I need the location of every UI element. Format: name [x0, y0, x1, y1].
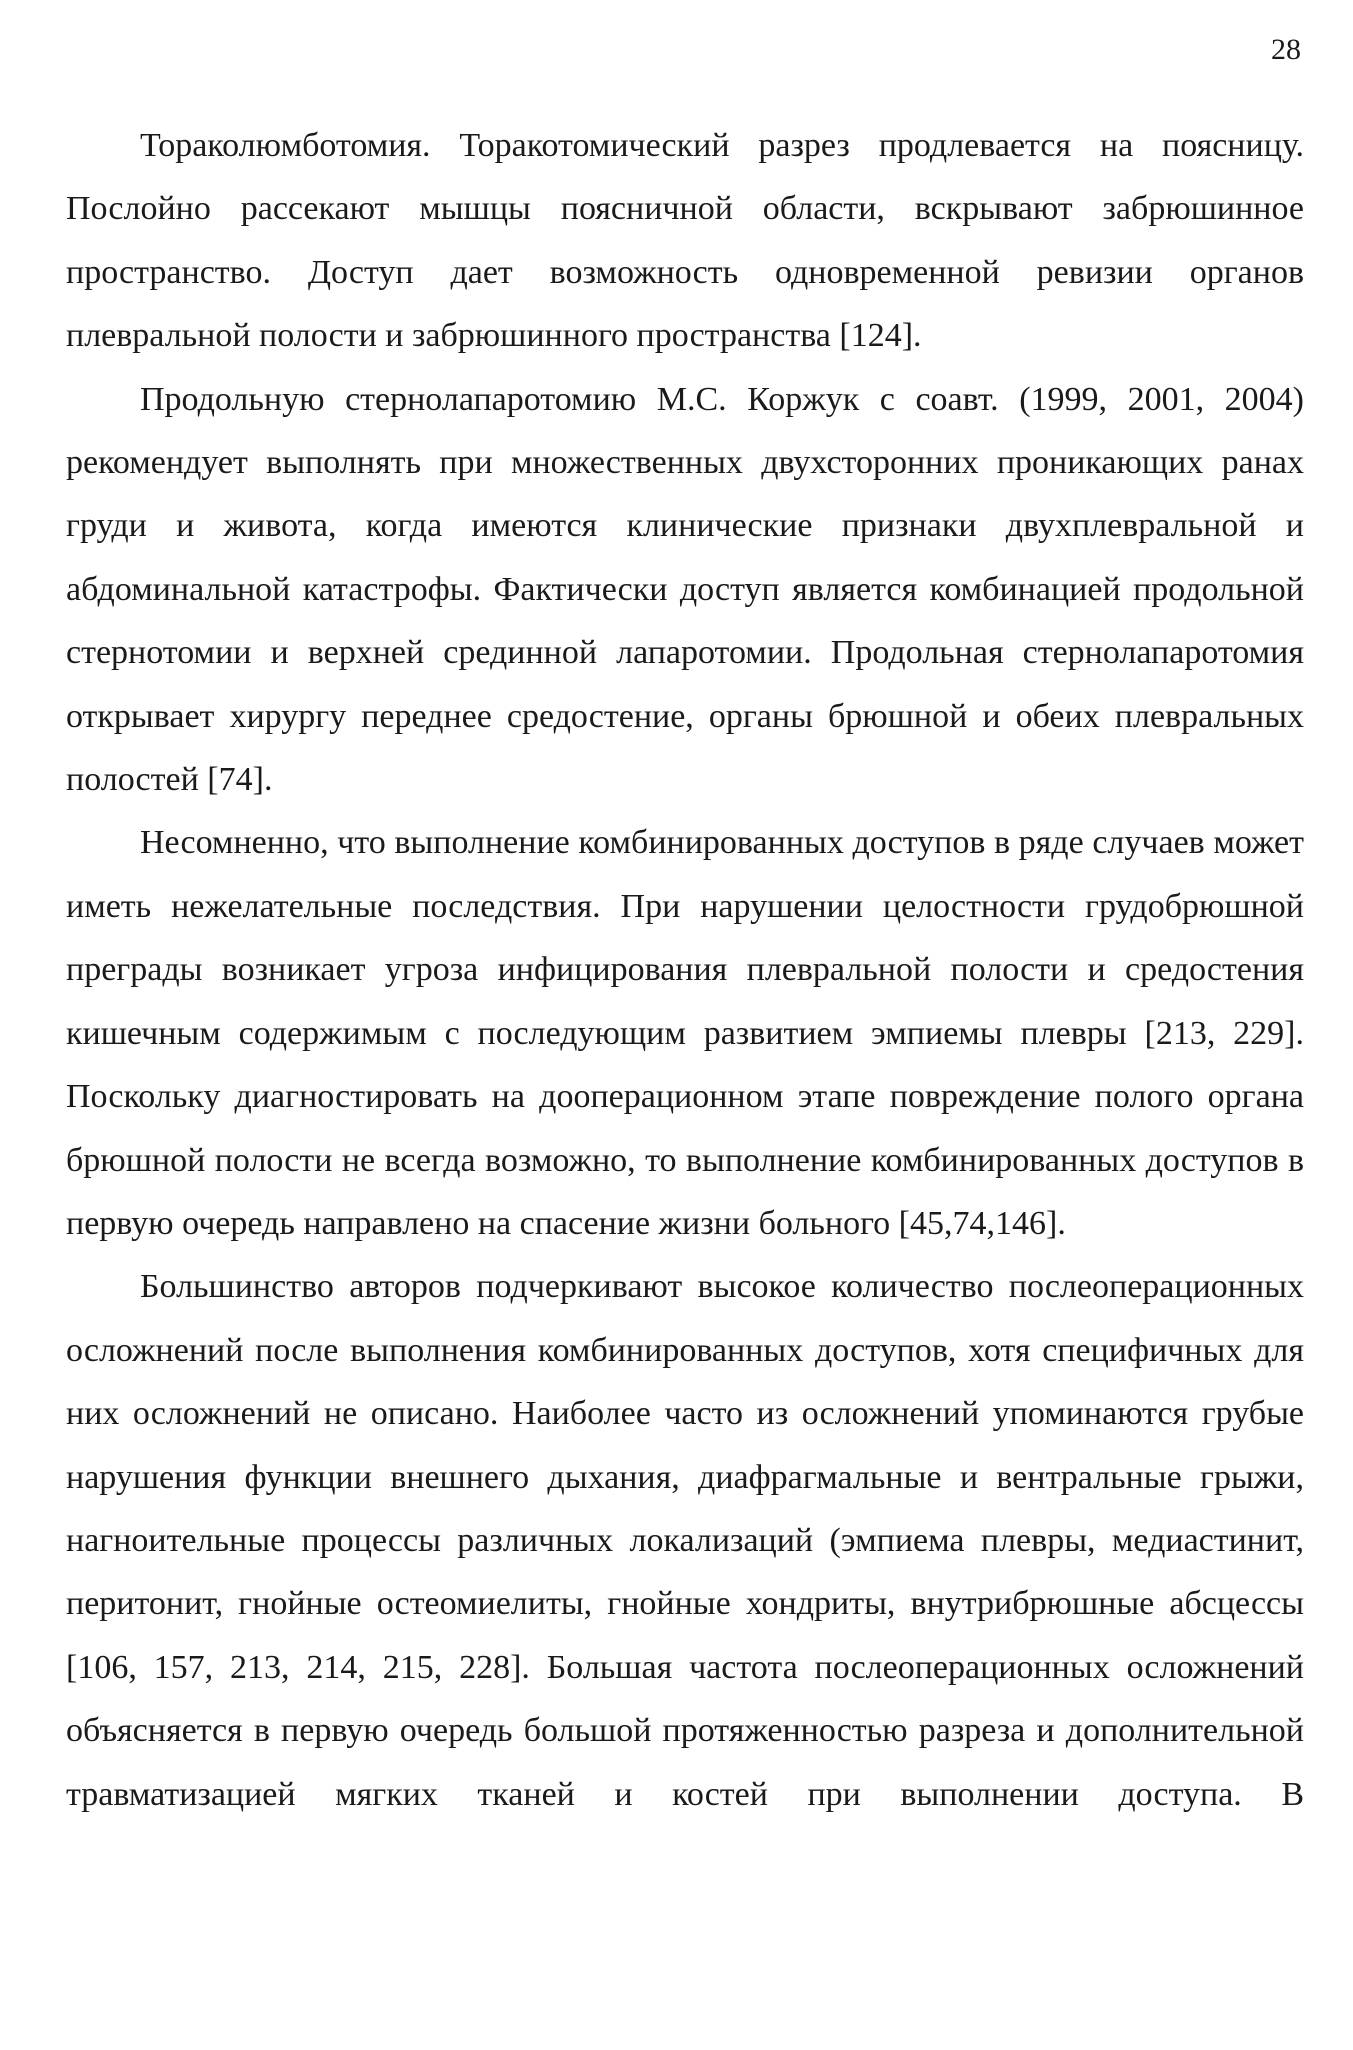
paragraph-postoperative-complications: Большинство авторов подчеркивают высокое количество послеоперационных осложнений после выполнения комбинированных доступов, хотя специфичных для них осложнений не описано. Наиболее часто из осложнений упоминаются грубые нарушения функции внешнего дыхания, диафрагмальные и вентральные грыжи, нагноительные процессы различных локализаций (эмпиема плевры, медиастинит, перитонит, гнойные остеомиелиты, гнойные хондриты, внутрибрюшные абсцессы [106, 157, 213, 214, 215, 228]. Большая частота послеоперационных осложнений объясняется в первую очередь большой протяженностью разреза и дополнительной травматизацией мягких тканей и костей при выполнении доступа. В — [66, 1268, 1304, 1813]
paragraph-sternolaparotomy: Продольную стернолапаротомию М.С. Коржук с соавт. (1999, 2001, 2004) рекомендует выполнять при множественных двухсторонних проникающих ранах груди и живота, когда имеются клинические признаки двухплевральной и абдоминальной катастрофы. Фактически доступ является комбинацией продольной стернотомии и верхней срединной лапаротомии. Продольная стернолапаротомия открывает хирургу переднее средостение, органы брюшной и обеих плевральных полостей [74]. — [66, 380, 1304, 799]
paragraph-thoracolumbotomy: Тораколюмботомия. Торакотомический разрез продлевается на поясницу. Послойно рассекают мышцы поясничной области, вскрывают забрюшинное пространство. Доступ дает возможность одновременной ревизии органов плевральной полости и забрюшинного пространства [124]. — [66, 127, 1304, 355]
page-number: 28 — [1271, 33, 1301, 66]
body-text — [66, 114, 1304, 1826]
paragraph-combined-access-risks: Несомненно, что выполнение комбинированных доступов в ряде случаев может иметь нежелательные последствия. При нарушении целостности грудобрюшной преграды возникает угроза инфицирования плевральной полости и средостения кишечным содержимым с последующим развитием эмпиемы плевры [213, 229]. Поскольку диагностировать на дооперационном этапе повреждение полого органа брюшной полости не всегда возможно, то выполнение комбинированных доступов в первую очередь направлено на спасение жизни больного [45,74,146]. — [66, 824, 1304, 1242]
